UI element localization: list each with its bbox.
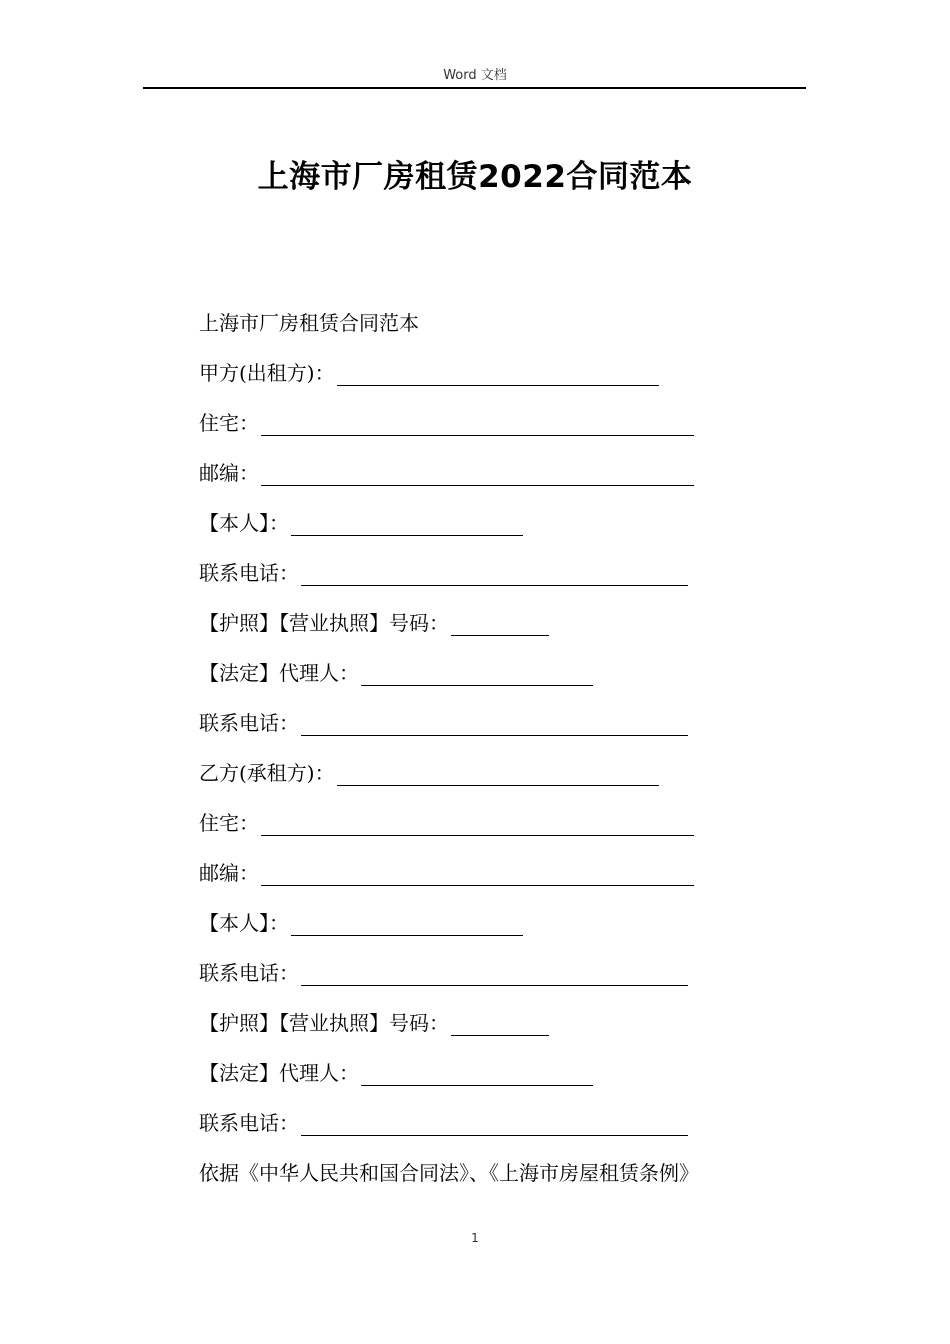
paragraph-text: 依据《中华人民共和国合同法》、《上海市房屋租赁条例》: [199, 1161, 699, 1185]
field-label: 邮编：: [199, 861, 259, 885]
form-line-party-a: [199, 348, 809, 398]
fill-in-blank[interactable]: [301, 711, 688, 736]
header-divider: [143, 87, 806, 89]
field-label: 甲方(出租方)：: [199, 361, 335, 385]
form-line-person-a: [199, 498, 809, 548]
page-number: 1: [471, 1231, 479, 1245]
field-label: 联系电话：: [199, 711, 299, 735]
fill-in-blank[interactable]: [261, 411, 694, 436]
page-header: Word 文档: [443, 68, 507, 83]
field-label: 邮编：: [199, 461, 259, 485]
form-line-id-number-b: [199, 998, 809, 1048]
field-label: 【护照】【营业执照】号码：: [199, 1011, 449, 1035]
fill-in-blank[interactable]: [301, 561, 688, 586]
field-label: 【本人】：: [199, 911, 289, 935]
body-line-heading: [199, 298, 809, 348]
form-line-agent-b: [199, 1048, 809, 1098]
fill-in-blank[interactable]: [301, 961, 688, 986]
form-line-person-b: [199, 898, 809, 948]
form-line-agent-phone-b: [199, 1098, 809, 1148]
line-text: 上海市厂房租赁合同范本: [199, 311, 419, 335]
field-label: 【法定】代理人：: [199, 1061, 359, 1085]
field-label: 联系电话：: [199, 561, 299, 585]
field-label: 住宅：: [199, 411, 259, 435]
form-line-phone-a: [199, 548, 809, 598]
form-line-party-b: [199, 748, 809, 798]
fill-in-blank[interactable]: [291, 511, 523, 536]
form-line-phone-b: [199, 948, 809, 998]
document-body: [199, 298, 809, 1198]
fill-in-blank[interactable]: [291, 911, 523, 936]
fill-in-blank[interactable]: [261, 811, 694, 836]
fill-in-blank[interactable]: [361, 1061, 593, 1086]
fill-in-blank[interactable]: [337, 361, 659, 386]
fill-in-blank[interactable]: [301, 1111, 688, 1136]
fill-in-blank[interactable]: [261, 861, 694, 886]
field-label: 【本人】：: [199, 511, 289, 535]
fill-in-blank[interactable]: [451, 1011, 549, 1036]
field-label: 乙方(承租方)：: [199, 761, 335, 785]
document-title: 上海市厂房租赁2022合同范本: [257, 159, 693, 195]
fill-in-blank[interactable]: [361, 661, 593, 686]
field-label: 住宅：: [199, 811, 259, 835]
fill-in-blank[interactable]: [451, 611, 549, 636]
field-label: 【法定】代理人：: [199, 661, 359, 685]
form-line-postcode-a: [199, 448, 809, 498]
form-line-agent-a: [199, 648, 809, 698]
fill-in-blank[interactable]: [261, 461, 694, 486]
field-label: 联系电话：: [199, 1111, 299, 1135]
field-label: 【护照】【营业执照】号码：: [199, 611, 449, 635]
body-paragraph: [199, 1148, 809, 1198]
form-line-address-b: [199, 798, 809, 848]
form-line-postcode-b: [199, 848, 809, 898]
field-label: 联系电话：: [199, 961, 299, 985]
form-line-agent-phone-a: [199, 698, 809, 748]
form-line-id-number-a: [199, 598, 809, 648]
fill-in-blank[interactable]: [337, 761, 659, 786]
form-line-address-a: [199, 398, 809, 448]
